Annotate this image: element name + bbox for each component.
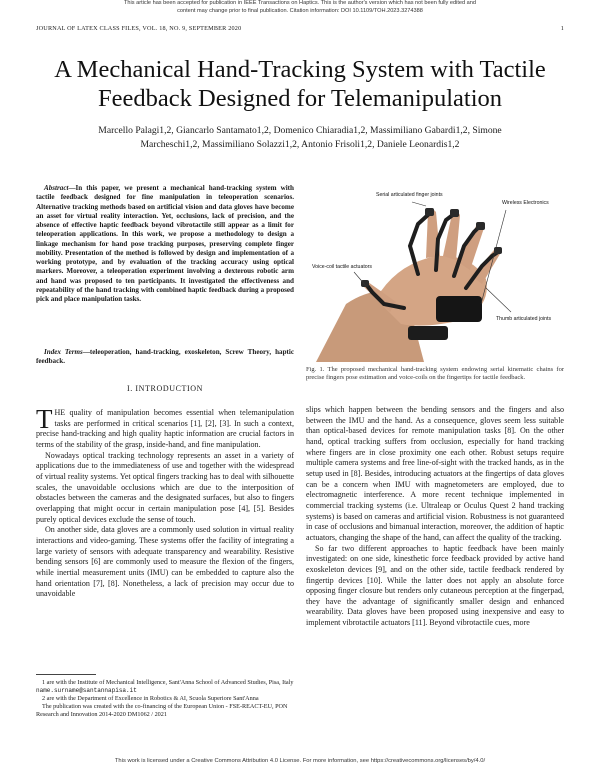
intro-paragraph-1: THE quality of manipulation becomes essential when telemanipulation tasks are performed in critical scenarios [1], [2], [3]. In such a context, precise hand-tracking and high quality haptic information are crucial factors in terms of the stability of the grasp, inside-hand, and fine manipulation. bbox=[36, 404, 294, 449]
footnote-1: 1 are with the Institute of Mechanical Intelligence, Sant'Anna School of Advanced Studies, Pisa, Italy name.surname@santannapisa.it bbox=[36, 679, 294, 695]
label-thumb-joints: Thumb articulated joints bbox=[496, 316, 552, 322]
right-column bbox=[306, 405, 564, 629]
intro-paragraph-5: So far two different approaches to haptic feedback have been mainly investigated: on one side, kinesthetic force feedback provided by active hand exoskeleton devices [9], and on the other side, tactile feedback rendered by fingertip devices [10]. While the latter does not apply an absolute force opposing finger closure but renders only cutaneous perception at the fingerpad, they have the advantage of significantly smaller design and enhanced wearability. Data gloves have been proposed using inexpensive and easy to implement vibrotactile actuators [11]. Beyond vibrotactile cues, more bbox=[306, 543, 564, 628]
banner-line-1: This article has been accepted for publication in IEEE Transactions on Haptics. This is the author's version which has not been fully edited and bbox=[123, 0, 476, 6]
footnote-2: 2 are with the Department of Excellence in Robotics & AI, Scuola Superiore Sant'Anna bbox=[42, 695, 259, 703]
footnote-rule bbox=[36, 674, 96, 675]
drop-cap: T bbox=[36, 404, 53, 434]
label-serial-joints: Serial articulated finger joints bbox=[376, 192, 443, 198]
page-number: 1 bbox=[560, 25, 564, 32]
abstract-text: —In this paper, we present a mechanical hand-tracking system with tactile feedback designed for fine manipulation in teleoperation scenarios. Alternative tracking methods based on artificial vision and data gloves have become an asset for virtual reality interaction. Yet, occlusions, lack of precision, and the absence of effective haptic feedback beyond vibrotactile still appear as a limit for teleoperation applications. In this work, we propose a methodology to design a linkage mechanism for hand pose tracking purposes, preserving complete finger mobility. Presentation of the method is followed by design and implementation of a working prototype, and by evaluation of the tracking accuracy using optical markers. Moreover, a teleoperation experiment involving a dexterous robotic arm and hand was proposed to ten participants. It investigated the effectiveness and repeatability of the hand tracking with combined haptic feedback during a proposed pick and place manipulation tasks. bbox=[36, 184, 294, 303]
section-heading: I. INTRODUCTION bbox=[126, 384, 204, 393]
intro-paragraph-2: Nowadays optical tracking technology represents an asset in a variety of applications due to the immediateness of use and together with the widespread of virtual reality systems. Yet optical fingers tracking has to deal with silhouette scales, the unavoidable occlusions which are due to the interposition of obstacles between the cameras and the designated surfaces, but also to fingers overlapping that might occur in certain manipulation pose [4], [5]. Besides purely optical devices exclude the sense of touch. bbox=[36, 450, 294, 524]
wrist-strap bbox=[408, 326, 448, 340]
left-column bbox=[36, 404, 294, 600]
label-voice-coil-actuators: Voice-coil tactile actuators bbox=[312, 264, 372, 270]
publication-banner bbox=[0, 0, 600, 15]
intro-paragraph-3: On another side, data gloves are a commonly used solution in virtual reality interactions and video-gaming. These systems offer the facility of integrating a large variety of sensors with adequate transparency and wearability. Resistive bending sensors [6] are commonly used to measure the flexion of the fingers, while inertial measurement units (IMU) can be embedded to capture also the hand orientation [7], [8]. Nonetheless, a lack of precision may occur due to unavoidable bbox=[36, 525, 294, 599]
running-head bbox=[36, 25, 564, 32]
paper-title bbox=[30, 55, 570, 113]
intro-paragraph-4: slips which happen between the bending sensors and the fingers and also between the IMU and the hand. As a consequence, gloves seem less suitable than optical-based devices for remote manipulation tasks [8]. On the other hand, optical tracking suffers from occlusion, especially for hand tracking where fingers are in close proximity one each other. Robust setups require multiple camera systems and free line-of-sight with the tracked hands, as in the setup used in [8]. Besides, introducing actuators at the fingertips of data gloves can be a concern when IMU with magnetometers are employed, due to electromagnetic interference. A more recent technique implemented in commercial tracking systems (i.e. Ultraleap or Oculus Quest 2 hand tracking systems) is based on cameras and artificial vision. Robustness is not guaranteed in case of occlusions and bimanual interaction, moreover, the addition of haptic actuators, changing the shape of the hand, can affect the quality of the tracking. bbox=[306, 405, 564, 542]
electronics-box bbox=[436, 296, 482, 322]
banner-line-2: content may change prior to final publication. Citation information: DOI 10.1109/TOH.2023.3274388 bbox=[177, 7, 423, 14]
footnotes bbox=[36, 674, 294, 719]
title-line-1: A Mechanical Hand-Tracking System with Tactile bbox=[54, 56, 546, 83]
index-terms bbox=[36, 348, 294, 367]
author-list bbox=[48, 124, 552, 151]
authors-line-2: Marcheschi1,2, Massimiliano Solazzi1,2, Antonio Frisoli1,2, Daniele Leonardis1,2 bbox=[140, 138, 460, 150]
abstract bbox=[36, 184, 294, 304]
journal-name: JOURNAL OF LATEX CLASS FILES, VOL. 18, NO. 9, SEPTEMBER 2020 bbox=[36, 25, 242, 32]
footnote-3: The publication was created with the co-financing of the European Union - FSE-REACT-EU, PON Research and Innovation 2014-2020 DM1062 / 2021 bbox=[36, 703, 288, 719]
abstract-label: Abstract bbox=[44, 184, 69, 192]
figure-1-caption: Fig. 1. The proposed mechanical hand-tracking system endowing serial kinematic chains for precise fingers pose estimation and voice-coils on the fingertips for tactile feedback. bbox=[306, 366, 564, 382]
title-line-2: Feedback Designed for Telemanipulation bbox=[98, 85, 502, 112]
hand-exoskeleton-illustration bbox=[306, 184, 564, 362]
label-wireless-electronics: Wireless Electronics bbox=[502, 200, 549, 206]
index-terms-label: Index Terms bbox=[44, 348, 83, 356]
license-footer: This work is licensed under a Creative Commons Attribution 4.0 License. For more information, see https://creativecommons.org/licenses/by/4.0/ bbox=[114, 758, 486, 764]
index-terms-text: —teleoperation, hand-tracking, exoskeleton, Screw Theory, haptic feedback. bbox=[36, 348, 294, 366]
figure-1-photo bbox=[306, 184, 564, 362]
authors-line-1: Marcello Palagi1,2, Giancarlo Santamato1,2, Domenico Chiaradia1,2, Massimiliano Gabardi1,2, Simone bbox=[98, 125, 502, 136]
email-address[interactable]: name.surname@santannapisa.it bbox=[36, 687, 137, 695]
